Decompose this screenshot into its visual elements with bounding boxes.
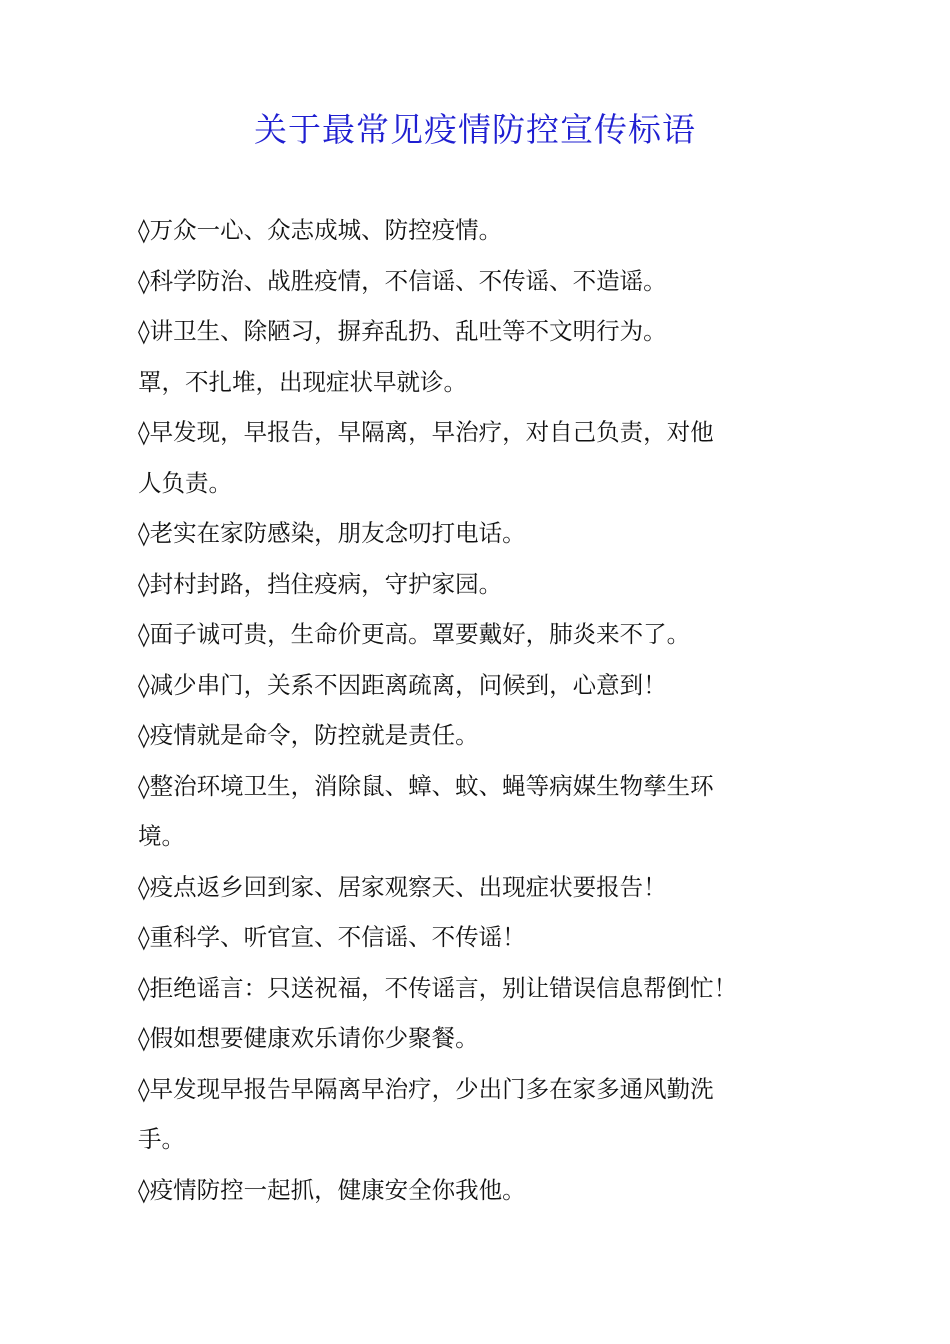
text-line: ◊拒绝谣言：只送祝福，不传谣言，别让错误信息帮倒忙！ — [138, 973, 738, 1002]
text-line: ◊早发现早报告早隔离早治疗，少出门多在家多通风勤洗 — [138, 1074, 714, 1103]
text-line: ◊疫情防控一起抓，健康安全你我他。 — [138, 1175, 526, 1204]
text-line: ◊整治环境卫生，消除鼠、蟑、蚊、蝇等病媒生物孳生环 — [138, 771, 714, 800]
text-line: ◊假如想要健康欢乐请你少聚餐。 — [138, 1024, 479, 1052]
text-line: ◊封村封路，挡住疫病，守护家园。 — [138, 569, 503, 598]
text-line: ◊疫情就是命令，防控就是责任。 — [138, 721, 479, 749]
text-line: 手。 — [138, 1125, 185, 1153]
text-line: ◊早发现，早报告，早隔离，早治疗，对自己负责，对他 — [138, 418, 714, 446]
text-line: 境。 — [138, 822, 185, 850]
text-line: ◊科学防治、战胜疫情，不信谣、不传谣、不造谣。 — [138, 266, 667, 295]
slogan-list — [138, 205, 758, 1215]
document-title: 关于最常见疫情防控宣传标语 — [254, 110, 696, 149]
text-line: ◊减少串门，关系不因距离疏离，问候到，心意到！ — [138, 670, 667, 699]
text-line: 人负责。 — [138, 468, 232, 497]
text-line: ◊讲卫生、除陋习，摒弃乱扔、乱吐等不文明行为。 — [138, 317, 667, 345]
text-line: ◊面子诚可贵，生命价更高。罩要戴好，肺炎来不了。 — [138, 620, 691, 648]
text-line: ◊万众一心、众志成城、防控疫情。 — [138, 216, 503, 244]
text-line: 罩，不扎堆，出现症状早就诊。 — [138, 367, 467, 396]
text-line: ◊疫点返乡回到家、居家观察天、出现症状要报告！ — [138, 872, 667, 901]
text-line: ◊老实在家防感染，朋友念叨打电话。 — [138, 519, 526, 547]
text-line: ◊重科学、听官宣、不信谣、不传谣！ — [138, 923, 526, 951]
